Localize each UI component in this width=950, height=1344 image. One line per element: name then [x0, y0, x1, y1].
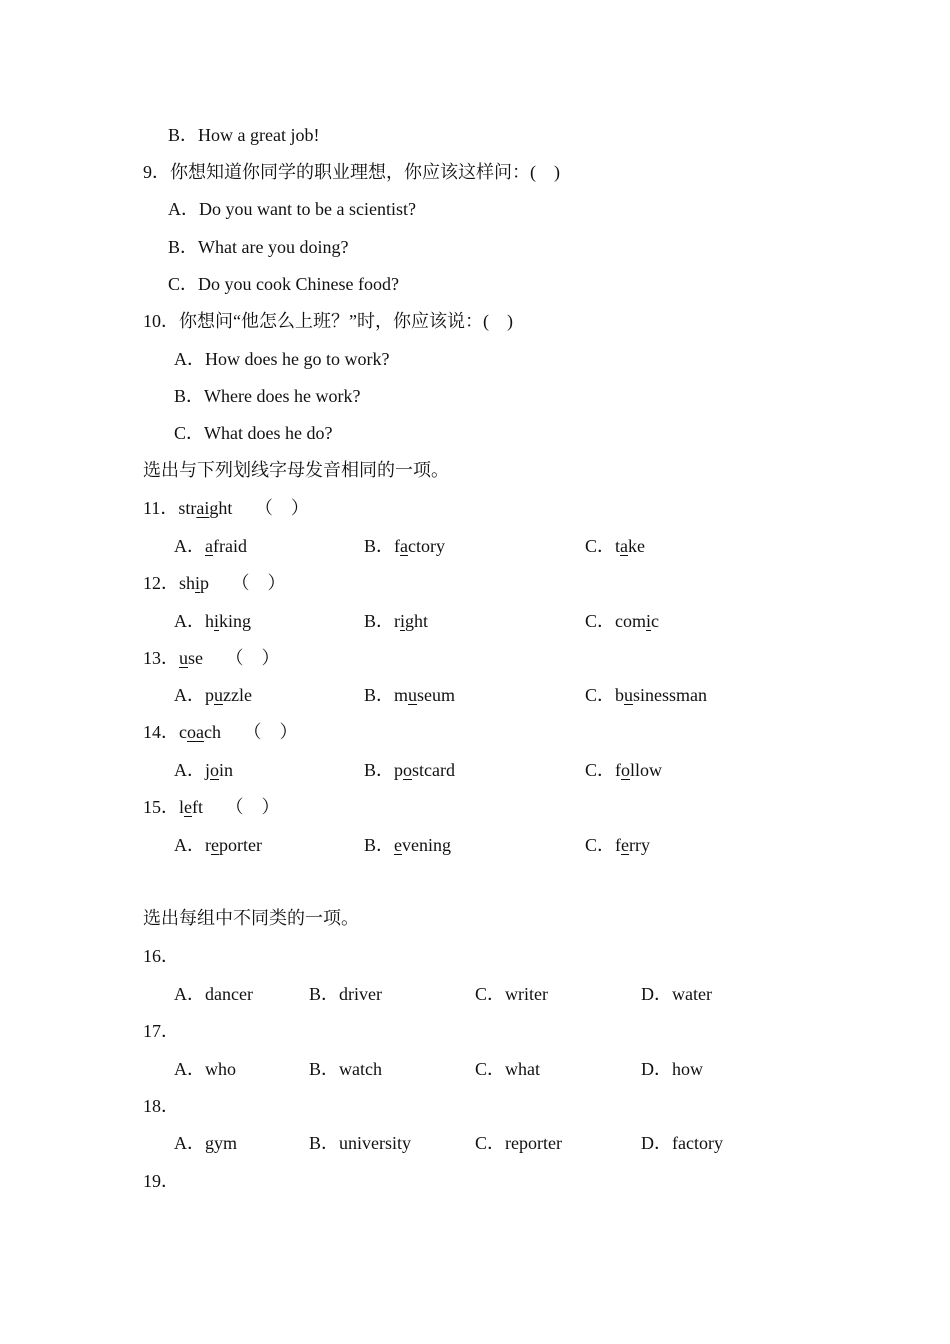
q13-stem: 13．use （ ） — [143, 648, 280, 668]
underlined-letters: ai — [196, 498, 210, 518]
q18-option-a: A．gym — [174, 1133, 237, 1153]
answer-parens: （ ） — [231, 573, 286, 593]
q16-number: 16． — [143, 946, 179, 966]
q9-option-c: C．Do you cook Chinese food? — [168, 274, 399, 294]
q17-option-a: A．who — [174, 1059, 236, 1079]
q13-option-a: A．puzzle — [174, 685, 252, 705]
q14-stem: 14．coach （ ） — [143, 722, 298, 742]
underlined-letters: u — [179, 648, 188, 668]
question-number: 11． — [143, 498, 179, 518]
q19-number: 19． — [143, 1171, 179, 1191]
question-number: 14． — [143, 722, 179, 742]
q18-option-d: D．factory — [641, 1133, 723, 1153]
q16-option-b: B．driver — [309, 984, 382, 1004]
underlined-letters: oa — [187, 722, 204, 742]
q17-option-d: D．how — [641, 1059, 703, 1079]
underlined-letters: i — [195, 573, 201, 593]
q18-option-b: B．university — [309, 1133, 411, 1153]
answer-parens: （ ） — [225, 648, 280, 668]
q14-option-c: C．follow — [585, 760, 663, 780]
q12-option-c: C．comic — [585, 611, 660, 631]
q9-option-a: A．Do you want to be a scientist? — [168, 199, 416, 219]
q11-stem: 11．straight （ ） — [143, 498, 309, 518]
q14-option-a: A．join — [174, 760, 234, 780]
question-number: 13． — [143, 648, 179, 668]
q15-option-c: C．ferry — [585, 835, 651, 855]
q16-option-a: A．dancer — [174, 984, 253, 1004]
q14-option-b: B．postcard — [364, 760, 455, 780]
q15-option-b: B．evening — [364, 835, 452, 855]
q17-number: 17． — [143, 1021, 179, 1041]
q10-option-b: B．Where does he work? — [174, 386, 361, 406]
q9-stem: 9．你想知道你同学的职业理想，你应该这样问：( ) — [143, 162, 560, 182]
underlined-letters: e — [184, 797, 193, 817]
q11-option-c: C．take — [585, 536, 646, 556]
q17-option-c: C．what — [475, 1059, 540, 1079]
q16-option-d: D．water — [641, 984, 712, 1004]
q15-option-a: A．reporter — [174, 835, 262, 855]
q13-option-c: C．businessman — [585, 685, 708, 705]
section-odd-heading: 选出每组中不同类的一项。 — [143, 908, 359, 928]
question-number: 15． — [143, 797, 179, 817]
q8-option-b: B．How a great job! — [168, 125, 320, 145]
answer-parens: （ ） — [243, 722, 298, 742]
q12-option-a: A．hiking — [174, 611, 252, 631]
q16-option-c: C．writer — [475, 984, 548, 1004]
q10-option-a: A．How does he go to work? — [174, 349, 390, 369]
q13-option-b: B．museum — [364, 685, 456, 705]
section-phonics-heading: 选出与下列划线字母发音相同的一项。 — [143, 460, 449, 480]
q10-option-c: C．What does he do? — [174, 423, 333, 443]
q12-option-b: B．right — [364, 611, 429, 631]
q17-option-b: B．watch — [309, 1059, 382, 1079]
q11-option-b: B．factory — [364, 536, 445, 556]
q10-stem: 10．你想问“他怎么上班？”时，你应该说：( ) — [143, 311, 513, 331]
q18-option-c: C．reporter — [475, 1133, 562, 1153]
q11-option-a: A．afraid — [174, 536, 247, 556]
q9-option-b: B．What are you doing? — [168, 237, 349, 257]
answer-parens: （ ） — [254, 498, 309, 518]
q12-stem: 12．ship （ ） — [143, 573, 286, 593]
q15-stem: 15．left （ ） — [143, 797, 280, 817]
answer-parens: （ ） — [225, 797, 280, 817]
q18-number: 18． — [143, 1096, 179, 1116]
question-number: 12． — [143, 573, 179, 593]
